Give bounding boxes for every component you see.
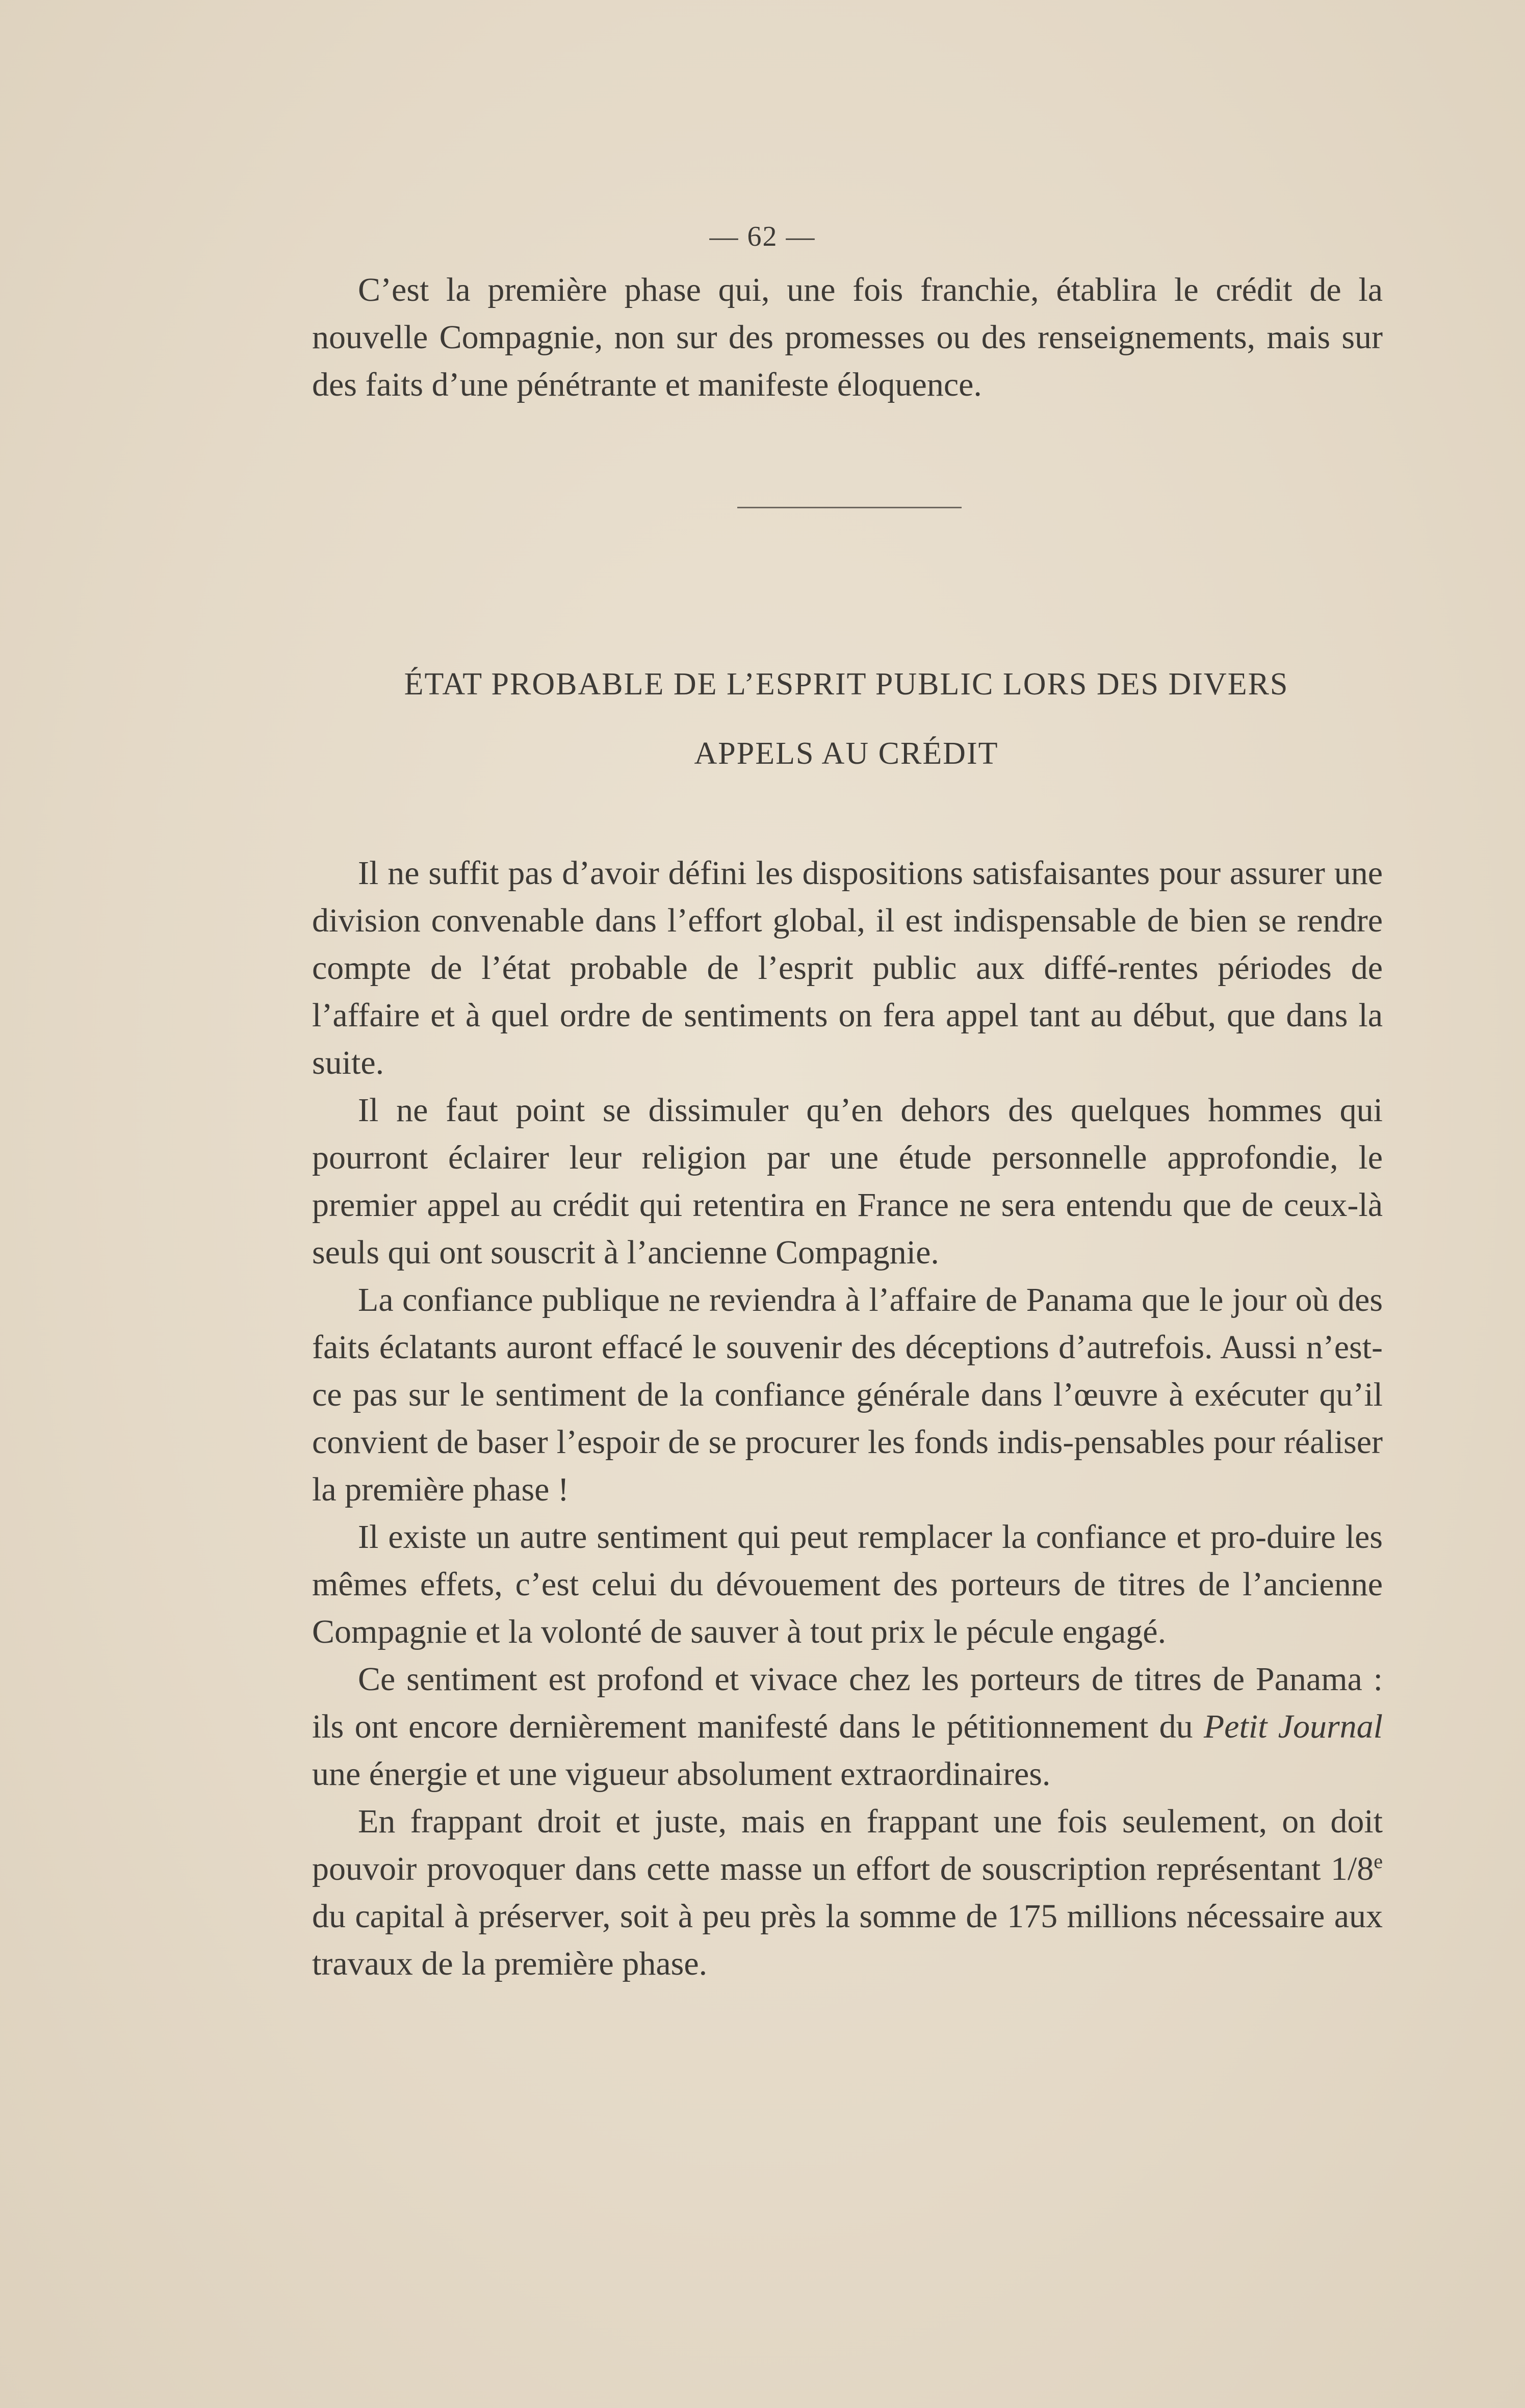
body-section bbox=[312, 849, 1383, 1987]
intro-paragraph: C’est la première phase qui, une fois franchie, établira le crédit de la nouvelle Compagnie, non sur des promesses ou des renseignements, mais sur des faits d’une pénétrante et manifeste éloquence. bbox=[312, 271, 1383, 403]
body-paragraph-6-end: du capital à préserver, soit à peu près la somme de 175 millions nécessaire aux travaux de la première phase. bbox=[312, 1898, 1383, 1982]
heading-line-1: ÉTAT PROBABLE DE L’ESPRIT PUBLIC LORS DES DIVERS bbox=[404, 667, 1289, 702]
body-paragraph-5-end: une énergie et une vigueur absolument extraordinaires. bbox=[312, 1755, 1051, 1793]
body-paragraph-6 bbox=[312, 1798, 1383, 1987]
body-paragraph-1: Il ne suffit pas d’avoir défini les dispositions satisfaisantes pour assurer une division convenable dans l’effort global, il est indispensable de bien se rendre compte de l’état probable de l’esprit public aux diffé-rentes périodes de l’affaire et à quel ordre de sentiments on fera appel tant au début, que dans la suite. bbox=[312, 855, 1383, 1081]
body-paragraph-5-start: Ce sentiment est profond et vivace chez les porteurs de titres de Panama : ils ont encore dernièrement manifesté dans le pétitionnement du bbox=[312, 1661, 1383, 1745]
heading-line-2: APPELS AU CRÉDIT bbox=[694, 736, 999, 771]
body-paragraph-6-start: En frappant droit et juste, mais en frappant une fois seulement, on doit pouvoir provoquer dans cette masse un effort de souscription représentant 1/8 bbox=[312, 1803, 1383, 1887]
newspaper-title: Petit Journal bbox=[1203, 1708, 1383, 1745]
page-number: — 62 — bbox=[709, 221, 816, 252]
section-divider bbox=[737, 507, 962, 508]
intro-section bbox=[312, 266, 1383, 408]
section-heading bbox=[357, 650, 1336, 788]
body-paragraph-5 bbox=[312, 1655, 1383, 1798]
body-paragraph-4: Il existe un autre sentiment qui peut remplacer la confiance et pro-duire les mêmes effets, c’est celui du dévouement des porteurs de titres de l’ancienne Compagnie et la volonté de sauver à tout prix le pécule engagé. bbox=[312, 1518, 1383, 1650]
ordinal-superscript: e bbox=[1374, 1850, 1383, 1873]
body-paragraph-3: La confiance publique ne reviendra à l’affaire de Panama que le jour où des faits éclatants auront effacé le souvenir des déceptions d’autrefois. Aussi n’est-ce pas sur le sentiment de la confiance générale dans l’œuvre à exécuter qu’il convient de baser l’espoir de se procurer les fonds indis-pensables pour réaliser la première phase ! bbox=[312, 1281, 1383, 1508]
body-paragraph-2: Il ne faut point se dissimuler qu’en dehors des quelques hommes qui pourront éclairer leur religion par une étude personnelle approfondie, le premier appel au crédit qui retentira en France ne sera entendu que de ceux-là seuls qui ont souscrit à l’ancienne Compagnie. bbox=[312, 1092, 1383, 1271]
